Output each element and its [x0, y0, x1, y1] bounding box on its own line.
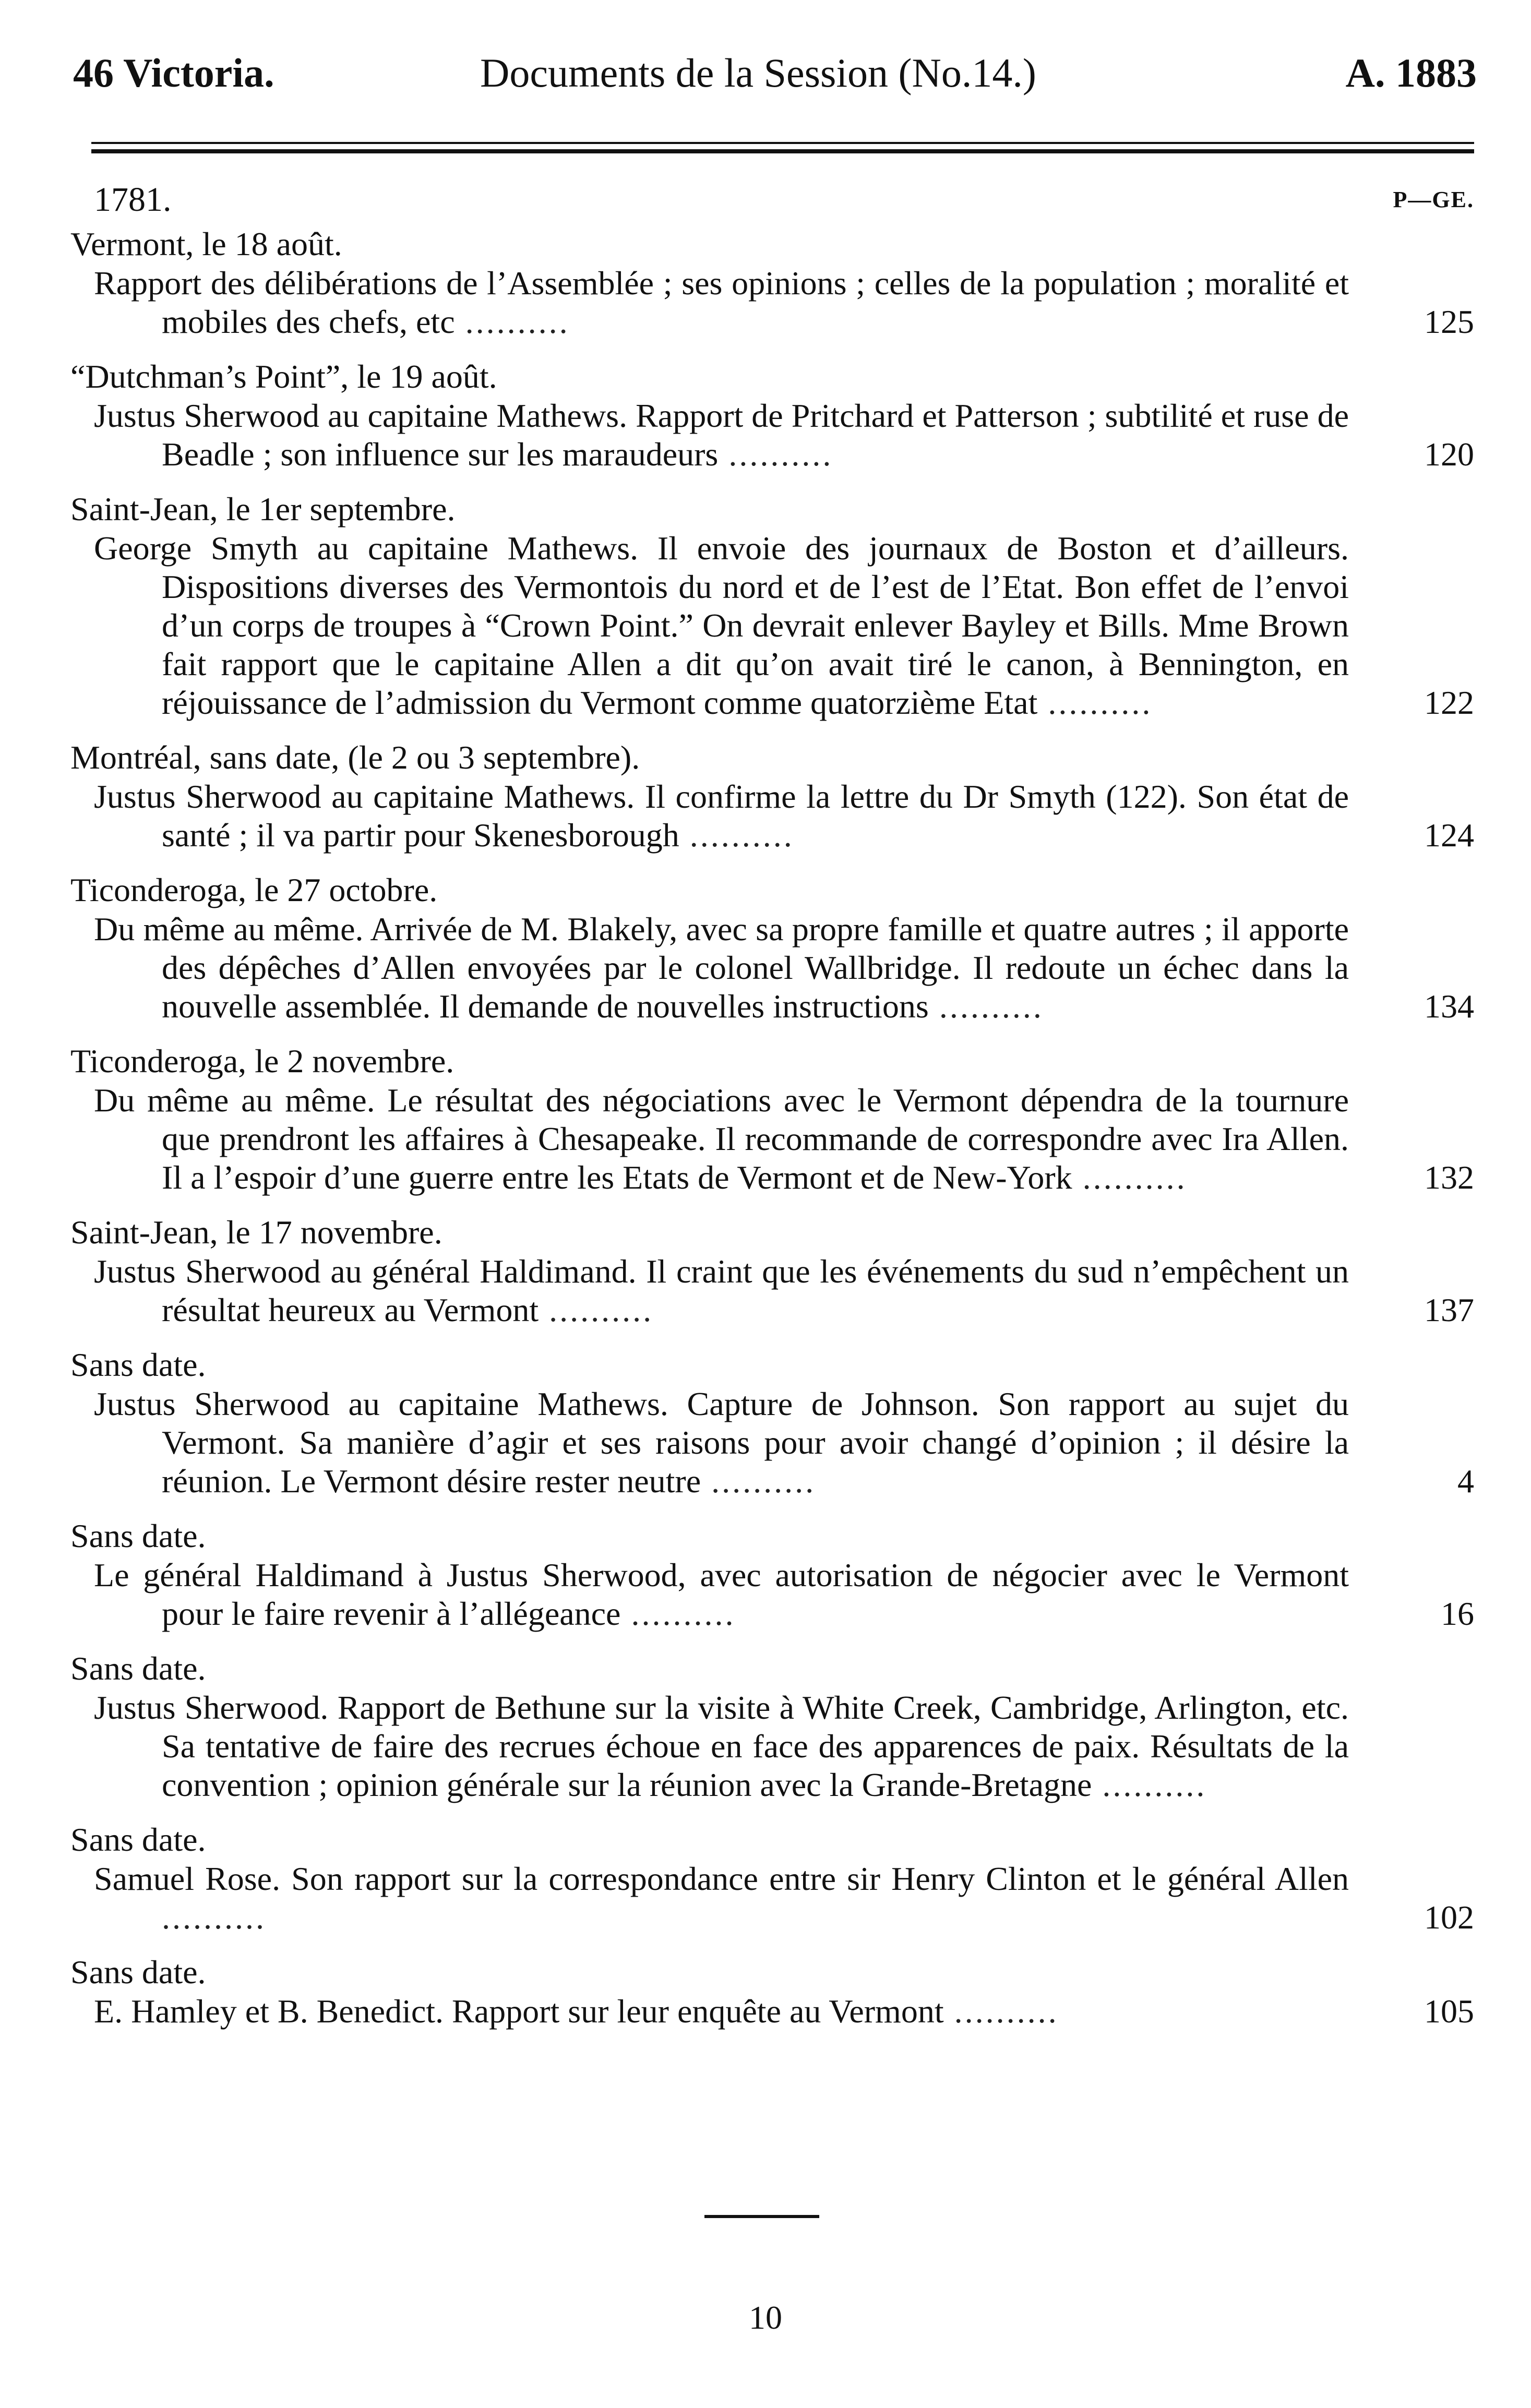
entry-place-date: Vermont, le 18 août.: [70, 225, 342, 262]
entry-text: Le général Haldimand à Justus Sherwood, avec autorisation de négocier avec le Vermont pour le faire revenir à l’allégeance: [94, 1556, 1349, 1632]
calendar-entry: [70, 224, 1474, 341]
entry-place-date: “Dutchman’s Point”, le 19 août.: [70, 358, 497, 395]
header-session-year: A. 1883: [1345, 50, 1477, 95]
entry-list: [70, 224, 1474, 2046]
dot-leader: ..........: [1072, 1159, 1187, 1196]
dot-leader: ..........: [539, 1291, 654, 1328]
entry-text: Samuel Rose. Son rapport sur la correspondance entre sir Henry Clinton et le général Allen: [94, 1860, 1349, 1897]
entry-place-date: Sans date.: [70, 1954, 206, 1991]
entry-page-ref: 137: [1424, 1291, 1474, 1328]
calendar-entry: [70, 1952, 1474, 2031]
entry-page-ref: 122: [1424, 684, 1474, 721]
entry-description: [70, 1860, 1474, 1937]
entry-description: [70, 777, 1474, 855]
year-heading: 1781.: [94, 181, 172, 219]
entry-page-ref: 16: [1441, 1595, 1474, 1632]
header-rule-thick: [91, 149, 1474, 153]
dot-leader: ..........: [701, 1463, 816, 1500]
entry-place-date: Sans date.: [70, 1517, 206, 1554]
entry-text: E. Hamley et B. Benedict. Rapport sur leur enquête au Vermont: [94, 1993, 944, 2030]
dot-leader: ..........: [928, 988, 1044, 1025]
entry-description: [70, 264, 1474, 341]
entry-place-date: Saint-Jean, le 17 novembre.: [70, 1214, 442, 1251]
entry-text: Justus Sherwood au capitaine Mathews. Rapport de Pritchard et Patterson ; subtilité et ruse de Beadle ; son influence sur les maraudeurs: [94, 397, 1349, 473]
running-header: [73, 50, 1477, 107]
entry-place-date: Montréal, sans date, (le 2 ou 3 septembre).: [70, 739, 640, 776]
calendar-entry: [70, 1649, 1474, 1804]
dot-leader: ..........: [718, 436, 833, 473]
entry-place-date: Sans date.: [70, 1650, 206, 1687]
entry-place-date: Sans date.: [70, 1346, 206, 1383]
entry-page-ref: 120: [1424, 436, 1474, 473]
entry-place-date: Saint-Jean, le 1er septembre.: [70, 490, 456, 528]
calendar-entry: [70, 357, 1474, 474]
entry-page-ref: 102: [1424, 1899, 1474, 1936]
dot-leader: ..........: [943, 1993, 1059, 2030]
entry-text: Justus Sherwood. Rapport de Bethune sur la visite à White Creek, Cambridge, Arlington, etc. Sa tentative de faire des recrues échoue en face des apparences de paix. Résultats de la convention ; opinion générale sur la réunion avec la Grande-Bretagne: [94, 1689, 1349, 1803]
entry-place-date: Sans date.: [70, 1821, 206, 1858]
header-regnal-year: 46 Victoria.: [73, 50, 274, 95]
calendar-entry: [70, 738, 1474, 855]
dot-leader: ..........: [679, 817, 794, 854]
entry-text: Du même au même. Arrivée de M. Blakely, avec sa propre famille et quatre autres ; il apporte des dépêches d’Allen envoyées par le colonel Wallbridge. Il redoute un échec dans la nouvelle assemblée. Il demande de nouvelles instructions: [94, 911, 1349, 1025]
closing-rule: [704, 2215, 819, 2218]
dot-leader: ..........: [162, 1899, 266, 1936]
entry-page-ref: 124: [1424, 817, 1474, 854]
entry-description: [70, 1385, 1474, 1501]
entry-text: Justus Sherwood au général Haldimand. Il craint que les événements du sud n’empêchent un résultat heureux au Vermont: [94, 1253, 1349, 1328]
dot-leader: ..........: [454, 303, 570, 340]
entry-description: [70, 529, 1474, 722]
entry-text: Du même au même. Le résultat des négociations avec le Vermont dépendra de la tournure que prendront les affaires à Chesapeake. Il recommande de correspondre avec Ira Allen. Il a l’espoir d’une guerre entre les Etats de Vermont et de New-York: [94, 1082, 1349, 1196]
entry-page-ref: 134: [1424, 988, 1474, 1025]
entry-description: [70, 397, 1474, 474]
entry-page-ref: 4: [1457, 1463, 1474, 1500]
entry-text: Justus Sherwood au capitaine Mathews. Capture de Johnson. Son rapport au sujet du Vermont. Sa manière d’agir et ses raisons pour avoir changé d’opinion ; il désire la réunion. Le Vermont désire rester neutre: [94, 1385, 1349, 1500]
entry-text: Rapport des délibérations de l’Assemblée ; ses opinions ; celles de la population ; moralité et mobiles des chefs, etc: [94, 265, 1349, 340]
dot-leader: ..........: [1092, 1766, 1207, 1803]
entry-text: Justus Sherwood au capitaine Mathews. Il confirme la lettre du Dr Smyth (122). Son état de santé ; il va partir pour Skenesborough: [94, 778, 1349, 854]
year-line: [94, 180, 1474, 222]
entry-text: George Smyth au capitaine Mathews. Il envoie des journaux de Boston et d’ailleurs. Dispositions diverses des Vermontois du nord et de l’est de l’Etat. Bon effet de l’envoi d’un corps de troupes à “Crown Point.” On devrait enlever Bayley et Bills. Mme Brown fait rapport que le capitaine Allen a dit qu’on avait tiré le canon, à Bennington, en réjouissance de l’admission du Vermont comme quatorzième Etat: [94, 530, 1349, 721]
dot-leader: ..........: [620, 1595, 736, 1632]
calendar-entry: [70, 1516, 1474, 1633]
entry-page-ref: 132: [1424, 1159, 1474, 1196]
calendar-entry: [70, 1820, 1474, 1937]
calendar-entry: [70, 1041, 1474, 1197]
entry-place-date: Ticonderoga, le 27 octobre.: [70, 871, 438, 908]
page-column-label: P—GE.: [1393, 187, 1474, 212]
entry-description: [70, 1556, 1474, 1633]
calendar-entry: [70, 870, 1474, 1026]
calendar-entry: [70, 489, 1474, 722]
entry-description: [70, 1688, 1474, 1804]
entry-description: [70, 1992, 1474, 2031]
page-number: 10: [749, 2299, 782, 2336]
dot-leader: ..........: [1037, 684, 1153, 721]
header-title: Documents de la Session (No.14.): [480, 50, 1036, 95]
entry-description: [70, 1252, 1474, 1329]
entry-page-ref: 105: [1424, 1993, 1474, 2030]
entry-description: [70, 1081, 1474, 1197]
entry-description: [70, 910, 1474, 1026]
header-rule-thin: [91, 142, 1474, 144]
calendar-entry: [70, 1345, 1474, 1501]
calendar-entry: [70, 1213, 1474, 1329]
entry-page-ref: 125: [1424, 303, 1474, 340]
entry-place-date: Ticonderoga, le 2 novembre.: [70, 1043, 454, 1080]
